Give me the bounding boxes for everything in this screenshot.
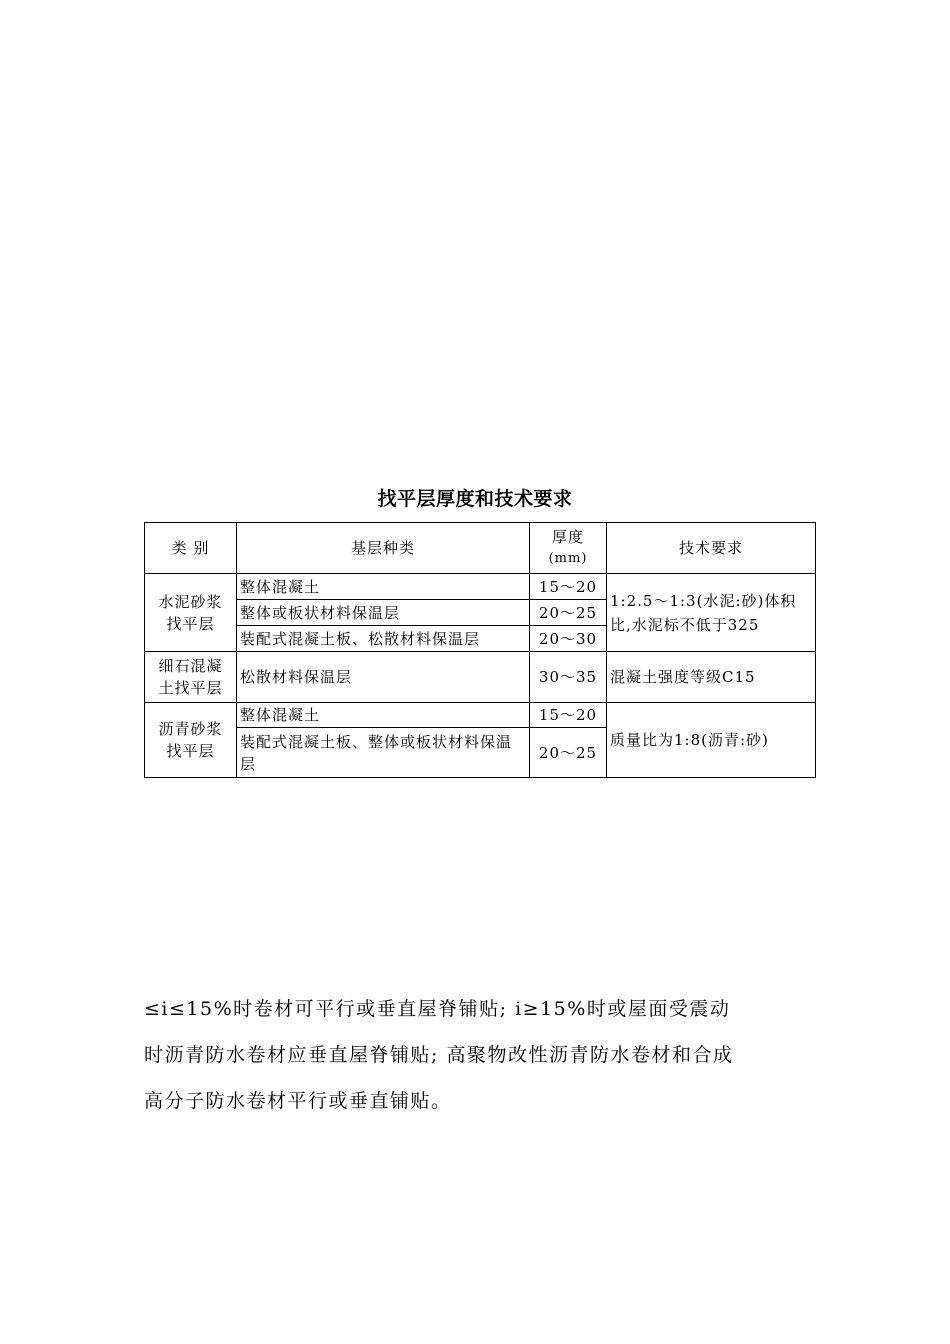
thickness-cell: 15～20 — [530, 703, 607, 728]
base-type-cell: 装配式混凝土板、整体或板状材料保温层 — [237, 728, 530, 778]
table-row — [145, 652, 816, 703]
base-type-cell: 装配式混凝土板、松散材料保温层 — [237, 626, 530, 652]
header-thickness-label: 厚度 — [551, 528, 584, 546]
technical-cell: 混凝土强度等级C15 — [607, 652, 816, 703]
category-label-line1: 水泥砂浆 — [158, 592, 223, 611]
table-row — [145, 574, 816, 600]
paragraph-line-2: 时沥青防水卷材应垂直屋脊铺贴; 高聚物改性沥青防水卷材和合成 — [144, 1044, 734, 1066]
header-technical: 技术要求 — [607, 523, 816, 574]
header-thickness-unit: (mm) — [548, 551, 588, 566]
table-header-row — [145, 523, 816, 574]
base-type-cell: 整体混凝土 — [237, 574, 530, 600]
category-label-line1: 细石混凝 — [158, 657, 223, 675]
technical-cell: 质量比为1:8(沥青:砂) — [607, 703, 816, 778]
thickness-cell: 20～25 — [530, 728, 607, 778]
category-label-line2: 找平层 — [166, 742, 215, 760]
base-type-cell: 整体混凝土 — [237, 703, 530, 728]
base-type-cell: 松散材料保温层 — [237, 652, 530, 703]
paragraph-line-1: ≤i≤15%时卷材可平行或垂直屋脊铺贴; i≥15%时或屋面受震动 — [144, 998, 731, 1020]
header-thickness — [530, 523, 607, 574]
category-label-line2: 找平层 — [166, 614, 215, 633]
thickness-cell: 30～35 — [530, 652, 607, 703]
header-base-type: 基层种类 — [237, 523, 530, 574]
base-type-cell: 整体或板状材料保温层 — [237, 600, 530, 626]
specification-table — [144, 522, 816, 778]
header-category: 类 别 — [145, 523, 237, 574]
category-label-line2: 土找平层 — [158, 679, 223, 697]
table-row — [145, 703, 816, 728]
thickness-cell: 20～30 — [530, 626, 607, 652]
thickness-cell: 20～25 — [530, 600, 607, 626]
category-cell — [145, 574, 237, 652]
category-cell — [145, 703, 237, 778]
table-title: 找平层厚度和技术要求 — [377, 488, 573, 510]
category-label-line1: 沥青砂浆 — [158, 720, 223, 738]
category-cell — [145, 652, 237, 703]
technical-cell: 1:2.5～1:3(水泥:砂)体积比,水泥标不低于325 — [607, 574, 816, 652]
paragraph-line-3: 高分子防水卷材平行或垂直铺贴。 — [144, 1090, 452, 1112]
thickness-cell: 15～20 — [530, 574, 607, 600]
body-paragraph — [144, 986, 816, 1124]
